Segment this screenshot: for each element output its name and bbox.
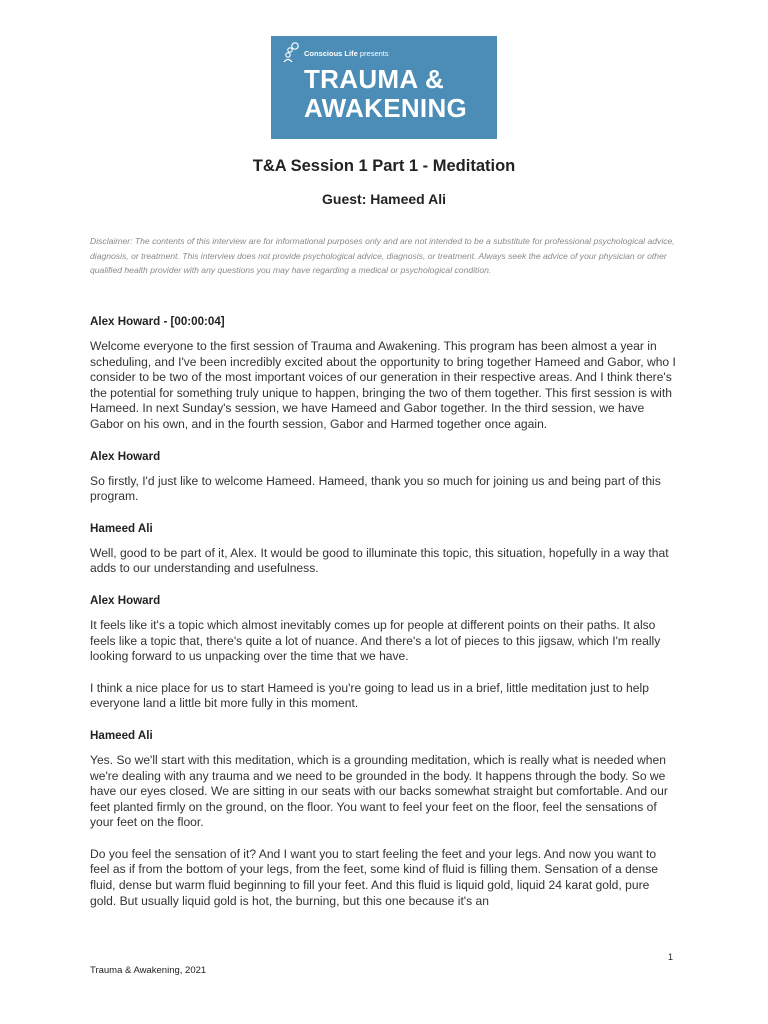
transcript-paragraph: So firstly, I'd just like to welcome Hameed. Hameed, thank you so much for joining us and being part of this program.	[90, 473, 661, 504]
transcript-paragraph: It feels like it's a topic which almost inevitably comes up for people at different points on their paths. It also feels like a topic that, there's quite a lot of nuance. And there's a lot of pieces to this jigsaw, which I'm really looking forward to us unpacking over the time that we have.	[90, 617, 661, 664]
transcript-body	[90, 314, 678, 909]
speaker-name: Alex Howard - [00:00:04]	[90, 315, 225, 328]
transcript-section	[90, 593, 678, 712]
transcript-paragraph: Yes. So we'll start with this meditation, which is a grounding meditation, which is really what is needed when we're dealing with any trauma and we need to be grounded in the body. It happens through the body. So we have our eyes closed. We are sitting in our seats with our backs somewhat straight but comfortable. And our feet planted firmly on the ground, on the floor. You want to feel your feet on the floor, feel the sensations of your feet on the floor.	[90, 752, 668, 830]
transcript-section	[90, 314, 678, 433]
document-subtitle: Guest: Hameed Ali	[322, 191, 446, 207]
banner-title-line-1: TRAUMA &	[304, 64, 445, 94]
transcript-section	[90, 521, 678, 577]
speaker-name: Hameed Ali	[90, 521, 153, 535]
speaker-name: Alex Howard	[90, 593, 161, 607]
document-title: T&A Session 1 Part 1 - Meditation	[252, 157, 516, 175]
banner-presenter-name: Conscious Life	[304, 49, 358, 58]
transcript-section	[90, 449, 678, 505]
footer-text: Trauma & Awakening, 2021	[90, 965, 207, 976]
transcript-section	[90, 728, 678, 909]
speaker-name: Hameed Ali	[90, 728, 153, 742]
banner-title-line-2: AWAKENING	[304, 93, 468, 123]
disclaimer-text: Disclaimer: The contents of this interview are for informational purposes only and are not intended to be a substitute for professional psychological advice, diagnosis, or treatment. This interview does not provide psychological advice, diagnosis, or treatment. Always seek the advice of your physician or other qualified health provider with any questions you may have regarding a medical or psychological condition.	[90, 236, 675, 275]
banner-presenter	[304, 49, 389, 58]
banner-presenter-suffix: presents	[357, 49, 389, 58]
transcript-paragraph: Well, good to be part of it, Alex. It would be good to illuminate this topic, this situation, hopefully in a way that adds to our understanding and usefulness.	[90, 545, 669, 576]
header-banner	[271, 36, 497, 139]
transcript-paragraph: Welcome everyone to the first session of Trauma and Awakening. This program has been almost a year in scheduling, and I've been incredibly excited about the opportunity to bring together Hameed and Gabor, who I consider to be two of the most important voices of our generation in their respective areas. And I think there's the potential for something truly unique to happen, bringing the two of them together. This first session is with Hameed. In next Sunday's session, we have Hameed and Gabor together. In the third session, we have Gabor on his own, and in the fourth session, Gabor and Harmed together once again.	[90, 339, 676, 431]
conscious-life-logo-icon	[281, 41, 301, 63]
transcript-paragraph: I think a nice place for us to start Hameed is you're going to lead us in a brief, little meditation just to help everyone land a little bit more fully in this moment.	[90, 680, 649, 711]
page-number: 1	[668, 952, 674, 962]
transcript-paragraph: Do you feel the sensation of it? And I want you to start feeling the feet and your legs. And now you want to feel as if from the bottom of your legs, from the feet, some kind of fluid is filling them. Sensation of a dense fluid, dense but warm fluid beginning to fill your feet. And this fluid is liquid gold, liquid 24 karat gold, pure gold. But usually liquid gold is hot, the burning, but this one because it's an	[90, 846, 659, 908]
speaker-name: Alex Howard	[90, 449, 161, 463]
